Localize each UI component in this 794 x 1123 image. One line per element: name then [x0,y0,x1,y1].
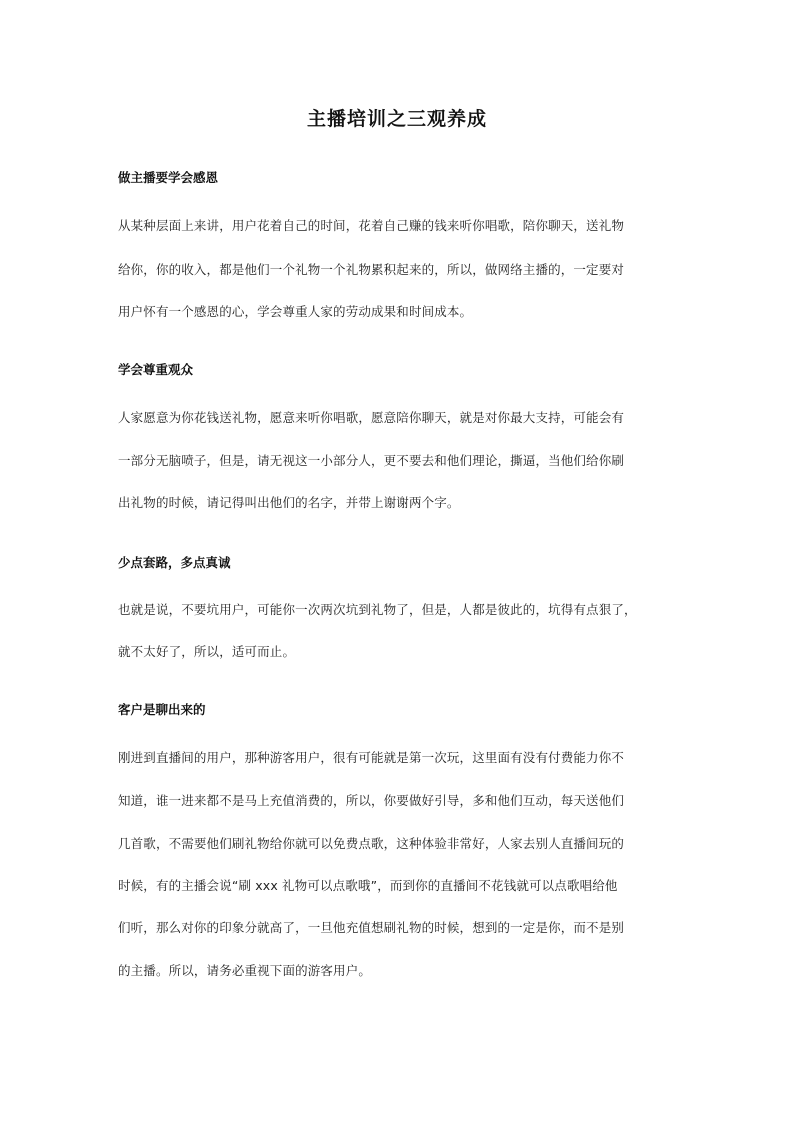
paragraph-line: 们听，那么对你的印象分就高了，一旦他充值想刷礼物的时候，想到的一定是你，而不是别 [118,920,625,935]
paragraph-line: 的主播。所以，请务必重视下面的游客用户。 [118,963,372,978]
document-title: 主播培训之三观养成 [306,108,487,130]
paragraph-line: 用户怀有一个感恩的心，学会尊重人家的劳动成果和时间成本。 [118,304,473,319]
section-heading: 做主播要学会感恩 [118,170,219,185]
paragraph-line: 知道，谁一进来都不是马上充值消费的，所以，你要做好引导，多和他们互动，每天送他们 [118,793,625,808]
paragraph-line: 也就是说，不要坑用户，可能你一次两次坑到礼物了，但是，人都是彼此的，坑得有点狠了， [118,602,637,617]
section-heading: 学会尊重观众 [118,362,194,377]
paragraph-line: 几首歌，不需要他们刷礼物给你就可以免费点歌，这种体验非常好，人家去别人直播间玩的 [118,836,625,851]
paragraph-line: 给你，你的收入，都是他们一个礼物一个礼物累积起来的，所以，做网络主播的，一定要对 [118,262,625,277]
section-heading: 客户是聊出来的 [118,702,206,717]
section-heading: 少点套路，多点真诚 [118,555,231,570]
paragraph-line: 人家愿意为你花钱送礼物，愿意来听你唱歌，愿意陪你聊天，就是对你最大支持，可能会有 [118,410,625,425]
paragraph-line: 一部分无脑喷子，但是，请无视这一小部分人，更不要去和他们理论，撕逼，当他们给你刷 [118,453,625,468]
paragraph-line: 就不太好了，所以，适可而止。 [118,644,296,659]
paragraph-line: 时候，有的主播会说“刷 xxx 礼物可以点歌哦”，而到你的直播间不花钱就可以点歌唱给他 [118,878,618,893]
paragraph-line: 出礼物的时候，请记得叫出他们的名字，并带上谢谢两个字。 [118,495,460,510]
paragraph-line: 从某种层面上来讲，用户花着自己的时间，花着自己赚的钱来听你唱歌，陪你聊天，送礼物 [118,218,625,233]
paragraph-line: 刚进到直播间的用户，那种游客用户，很有可能就是第一次玩，这里面有没有付费能力你不 [118,750,625,765]
